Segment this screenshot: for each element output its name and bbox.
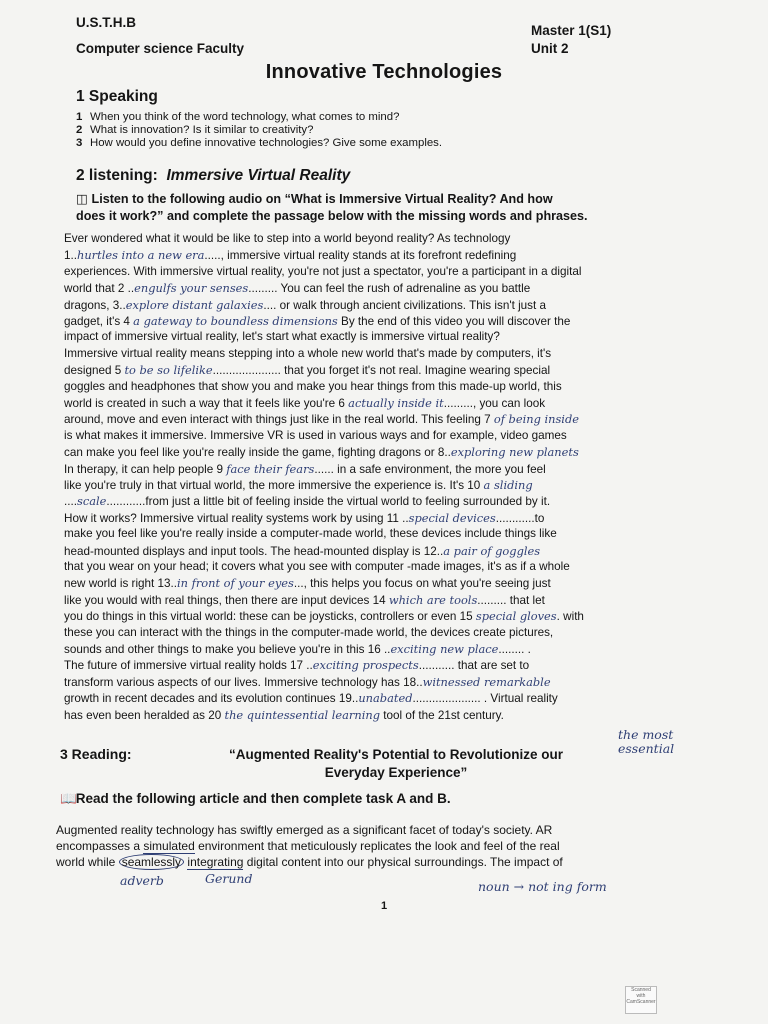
question-text: When you think of the word technology, what comes to mind? — [90, 111, 400, 123]
camscanner-logo — [625, 986, 657, 1014]
question-number: 3 — [76, 137, 83, 149]
passage-text: Ever wondered what it would be like to step into a world beyond reality? As technology — [64, 232, 511, 245]
handwritten-answer: to be so lifelike — [124, 363, 213, 378]
passage-text: ...... in a safe environment, the more you feel — [314, 462, 546, 476]
passage-text: around, move and even interact with things just like in the real world. This feeling 7 — [64, 413, 494, 427]
passage-line — [64, 608, 664, 625]
passage-line — [64, 493, 664, 510]
passage-text: Immersive virtual reality means stepping into a whole new world that's made by computers, it's — [64, 346, 552, 360]
passage-text: ........., you can look — [443, 397, 546, 410]
handwritten-answer: which are tools — [388, 592, 478, 607]
passage-text: like you're truly in that virtual world, the more immersive the experience is. It's 10 — [64, 479, 484, 492]
passage-line — [64, 526, 664, 542]
handwritten-answer: of being inside — [493, 412, 579, 427]
passage-text: . with — [556, 610, 584, 624]
headphones-icon: ◫ — [76, 192, 88, 206]
passage-text: How it works? Immersive virtual reality systems work by using 11 .. — [64, 511, 409, 525]
article-text: environment that meticulously replicates the look and feel of the real — [194, 839, 560, 853]
passage-text: ............to — [495, 511, 545, 525]
passage-text: gadget, it's 4 — [64, 315, 134, 328]
passage-line — [64, 395, 664, 412]
passage-text: these you can interact with the things in the computer-made world, the devices create pictures, — [64, 625, 554, 639]
speaking-question-3 — [76, 137, 442, 149]
handwritten-answer: the quintessential learning — [224, 707, 380, 722]
passage-text: growth in recent decades and its evolution continues 19.. — [64, 692, 359, 706]
handwritten-answer: face their fears — [226, 461, 315, 476]
listening-heading-number: 2 listening: — [76, 167, 158, 184]
passage-line — [64, 625, 664, 641]
passage-text: 1.. — [64, 249, 77, 263]
question-number: 1 — [76, 111, 83, 123]
reading-instruction-text: Read the following article and then complete task A and B. — [75, 791, 451, 806]
page-number: 1 — [380, 900, 388, 912]
passage-line — [64, 477, 664, 494]
handwritten-answer: witnessed remarkable — [422, 674, 551, 689]
scanner-text: CamScanner — [626, 999, 656, 1005]
question-text: What is innovation? Is it similar to creativity? — [90, 124, 314, 136]
passage-text: ......... You can feel the rush of adrenaline as you battle — [248, 282, 531, 296]
passage-line — [64, 592, 664, 609]
question-text: How would you define innovative technologies? Give some examples. — [90, 137, 443, 149]
article-line-2 — [56, 838, 676, 854]
passage-line — [64, 657, 664, 674]
speaking-question-1 — [76, 111, 399, 123]
book-icon: 📖 — [60, 791, 77, 806]
passage-line — [64, 690, 664, 707]
underlined-word: simulated — [143, 839, 195, 853]
passage-text: .... or walk through ancient civilizations. This isn't just a — [263, 298, 546, 312]
annotation-noun: noun → not ing form — [478, 879, 607, 894]
passage-line — [64, 362, 664, 379]
reading-instruction — [60, 791, 451, 807]
listening-heading — [76, 167, 350, 185]
annotation-gerund: Gerund — [205, 871, 253, 886]
instruction-line-2: does it work?” and complete the passage below with the missing words and phrases. — [76, 209, 588, 223]
handwritten-answer: hurtles into a new era — [77, 248, 205, 263]
passage-text: goggles and headphones that show you and make you hear things from this made-up world, this — [64, 379, 562, 393]
passage-line — [64, 674, 664, 691]
passage-text: .... — [64, 495, 77, 509]
passage-text: tool of the 21st century. — [380, 708, 504, 722]
passage-line — [64, 247, 664, 264]
handwritten-answer: a pair of goggles — [443, 543, 541, 558]
passage-text: transform various aspects of our lives. Immersive technology has 18.. — [64, 675, 423, 689]
passage-text: ..., this helps you focus on what you're seeing just — [293, 577, 551, 591]
speaking-question-2 — [76, 124, 313, 136]
handwritten-answer: engulfs your senses — [134, 281, 249, 296]
passage-text: sounds and other things to make you believe you're in this 16 .. — [64, 643, 391, 656]
passage-line — [64, 510, 664, 527]
passage-text: The future of immersive virtual reality holds 17 .. — [64, 659, 313, 673]
circled-word: seamlessly — [119, 854, 184, 870]
level-label: Master 1(S1) — [531, 23, 612, 38]
handwritten-answer: actually inside it — [348, 396, 444, 410]
handwritten-answer: explore distant galaxies — [125, 297, 264, 312]
passage-text: designed 5 — [64, 364, 125, 378]
article-text: digital content into our physical surroundings. The impact of — [243, 855, 563, 869]
passage-text: ........... that are set to — [418, 659, 530, 673]
unit-label: Unit 2 — [531, 41, 569, 56]
article-text: world while — [56, 855, 119, 869]
passage-text: By the end of this video you will discover the — [337, 315, 571, 328]
passage-text: world is created in such a way that it feels like you're 6 — [64, 397, 349, 410]
scanner-text: Scanned with — [631, 987, 651, 999]
passage-line — [64, 641, 664, 658]
passage-text: like you would with real things, then there are input devices 14 — [64, 593, 389, 607]
passage-text: new world is right 13.. — [64, 577, 178, 591]
passage-text: ......... that let — [477, 593, 545, 607]
passage-line — [64, 379, 664, 395]
passage-line — [64, 428, 664, 444]
passage-text: world that 2 .. — [64, 282, 135, 296]
passage-line — [64, 444, 664, 461]
passage-text: has even been heralded as 20 — [64, 708, 225, 722]
passage-line — [64, 411, 664, 428]
handwritten-answer: special gloves — [475, 609, 557, 624]
passage-line — [64, 280, 664, 297]
page-title: Innovative Technologies — [265, 61, 503, 83]
article-line-3 — [56, 854, 676, 870]
passage-line — [64, 575, 664, 592]
passage-text: that you wear on your head; it covers what you see with computer -made images, it's as if a whole — [64, 560, 570, 573]
article-line-1: Augmented reality technology has swiftly emerged as a significant facet of today's society. AR — [56, 823, 553, 837]
passage-text: experiences. With immersive virtual reality, you're not just a spectator, you're a participant in a digital — [64, 264, 582, 278]
reading-heading-label: 3 Reading: — [60, 746, 132, 762]
reading-heading — [60, 746, 146, 762]
passage-text: ............from just a little bit of feeling inside the virtual world to feeling surrounded by it. — [106, 495, 551, 509]
passage-line — [64, 707, 664, 724]
passage-text: ..................... . Virtual reality — [412, 692, 558, 706]
speaking-heading: 1 Speaking — [76, 88, 158, 105]
passage-text: In therapy, it can help people 9 — [64, 462, 227, 476]
passage-text: ....., immersive virtual reality stands at its forefront redefining — [204, 249, 517, 263]
passage-line — [64, 231, 664, 247]
passage-text: can make you feel like you're really inside the game, fighting dragons or 8.. — [64, 446, 451, 460]
passage-line — [64, 346, 664, 362]
passage-line — [64, 329, 664, 345]
passage-line — [64, 543, 664, 560]
handwritten-answer: exciting prospects — [312, 658, 419, 673]
handwritten-answer: exploring new planets — [450, 445, 579, 460]
handwritten-answer: unabated — [358, 691, 413, 706]
university-name: U.S.T.H.B — [76, 15, 137, 30]
passage-line — [64, 264, 664, 280]
passage-text: ........ . — [498, 643, 531, 656]
faculty-name: Computer science Faculty — [76, 41, 245, 56]
article-title-line-2: Everyday Experience” — [324, 765, 468, 780]
passage-text: dragons, 3.. — [64, 298, 126, 312]
article-title-line-1: “Augmented Reality's Potential to Revolutionize our — [229, 747, 563, 762]
article-text: encompasses a — [56, 839, 144, 853]
question-number: 2 — [76, 124, 83, 136]
passage-text: impact of immersive virtual reality, let's start what exactly is immersive virtual reality? — [64, 330, 500, 344]
reading-article-title — [176, 746, 616, 782]
passage-line — [64, 313, 664, 330]
passage-text: ..................... that you forget it's not real. Imagine wearing special — [212, 364, 551, 378]
handwritten-answer: special devices — [408, 510, 496, 525]
passage-text: you do things in this virtual world: these can be joysticks, controllers or even 15 — [64, 610, 476, 624]
handwritten-answer: a sliding — [483, 478, 533, 492]
handwritten-answer: a gateway to boundless dimensions — [133, 314, 338, 328]
passage-text: make you feel like you're really inside a computer-made world, these devices include things like — [64, 527, 557, 541]
passage-line — [64, 461, 664, 478]
handwritten-answer: in front of your eyes — [177, 576, 294, 591]
passage-line — [64, 559, 664, 575]
annotation-adverb: adverb — [120, 873, 164, 888]
passage-line — [64, 297, 664, 314]
passage-text: head-mounted displays and input tools. The head-mounted display is 12.. — [64, 544, 444, 558]
margin-handwritten-note: the most essential — [618, 727, 675, 756]
underlined-word: integrating — [187, 855, 244, 869]
instruction-line-1: Listen to the following audio on “What is Immersive Virtual Reality? And how — [91, 192, 553, 206]
passage-text: is what makes it immersive. Immersive VR is used in various ways and for example, video games — [64, 428, 567, 442]
listening-instruction — [76, 191, 676, 225]
handwritten-answer: scale — [77, 494, 107, 509]
handwritten-answer: exciting new place — [390, 642, 499, 656]
listening-heading-title: Immersive Virtual Reality — [166, 167, 351, 184]
